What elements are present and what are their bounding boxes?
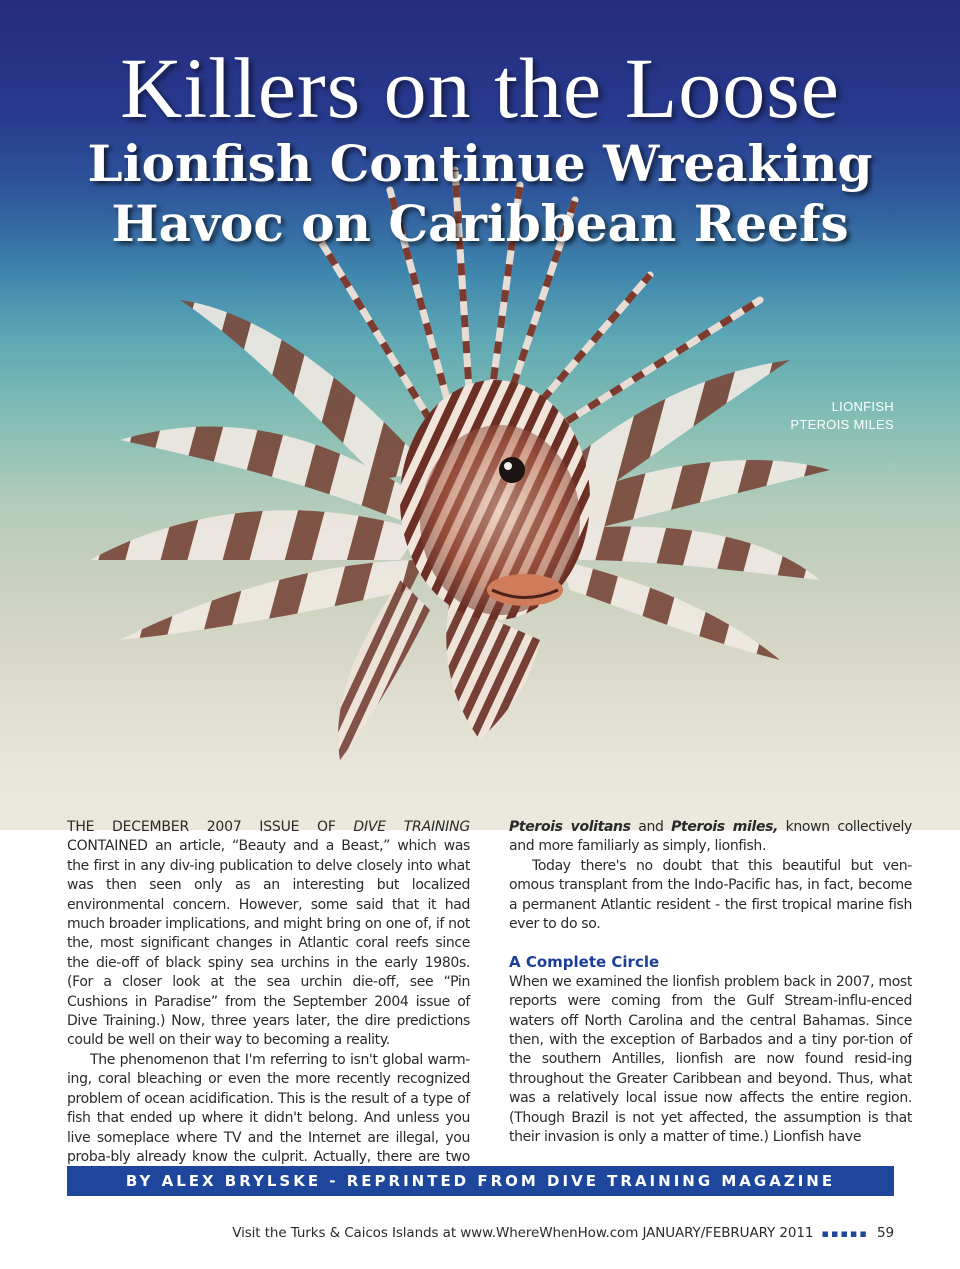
paragraph-1 [67,818,470,1051]
byline-bar: BY ALEX BRYLSKE - REPRINTED FROM DIVE TRAINING MAGAZINE [67,1166,894,1196]
lead-in-text: THE DECEMBER 2007 ISSUE OF [67,819,354,835]
paragraph-3 [509,818,912,857]
subtitle-line-2: Havoc on Caribbean Reefs [111,194,849,253]
page-footer [232,1225,894,1241]
paragraph-3-body: known collectively and more familiarly as simply, lionfish. [509,819,912,855]
paragraph-1-body: an article, “Beauty and a Beast,” which was the first in any div-ing publication to delve closely into what was then seen only as an interesting but localized environmental concern. However, some said that it had much broader implications, and might bring on one of, if not the, most significant changes in Atlantic coral reefs since the die-off of black spiny sea urchins in the early 1980s. (For a closer look at the sea urchin die-off, see “Pin Cushions in Paradise” from the September 2004 issue of Dive Training.) Now, three years later, the dire predictions could be well on their way to becoming a reality. [67,838,470,1049]
species-name-2: Pterois miles, [671,819,779,835]
article-column-left [67,818,470,1187]
section-heading: A Complete Circle [509,953,660,972]
magazine-name: DIVE TRAINING [353,819,470,835]
subtitle-line-1: Lionfish Continue Wreaking [87,134,873,193]
paragraph-4: Today there's no doubt that this beautiful but ven-omous transplant from the Indo-Pacific has, in fact, become a permanent Atlantic resident - the first tropical marine fish ever to do so. [509,857,912,933]
footer-text: Visit the Turks & Caicos Islands at www.WhereWhenHow.com JANUARY/FEBRUARY 2011 [232,1225,814,1241]
page-number: 59 [877,1225,894,1241]
caption-line-2: PTEROIS MILES [790,417,894,432]
paragraph-2: The phenomenon that I'm referring to isn't global warm-ing, coral bleaching or even the more recently recognized problem of ocean acidification. This is the result of a type of fish that ended up where it didn't belong. And unless you live someplace where TV and the Internet are illegal, you proba-bly already know the culprit. Actually, there are two [67,1051,470,1165]
page-subtitle [0,134,960,254]
footer-dots: ▪▪▪▪▪ [821,1227,869,1240]
caption-line-1: LIONFISH [831,399,894,414]
lead-in-text-end: CONTAINED [67,838,148,855]
photo-caption [790,398,894,434]
paragraph-5: When we examined the lionfish problem back in 2007, most reports were coming from the Gulf Stream-influ-enced waters off North Carolina and the central Bahamas. Since then, with the exception of Barbados and a tiny por-tion of the southern Antilles, lionfish are now found resid-ing throughout the Greater Caribbean and beyond. Thus, what was a relatively local issue now affects the entire region. (Though Brazil is not yet affected, the assumption is that their invasion is only a matter of time.) Lionfish have [509,973,912,1146]
page-title: Killers on the Loose [120,40,840,136]
species-name-1: Pterois volitans [509,819,631,835]
conjunction: and [630,819,672,835]
article-column-right [509,818,912,1148]
